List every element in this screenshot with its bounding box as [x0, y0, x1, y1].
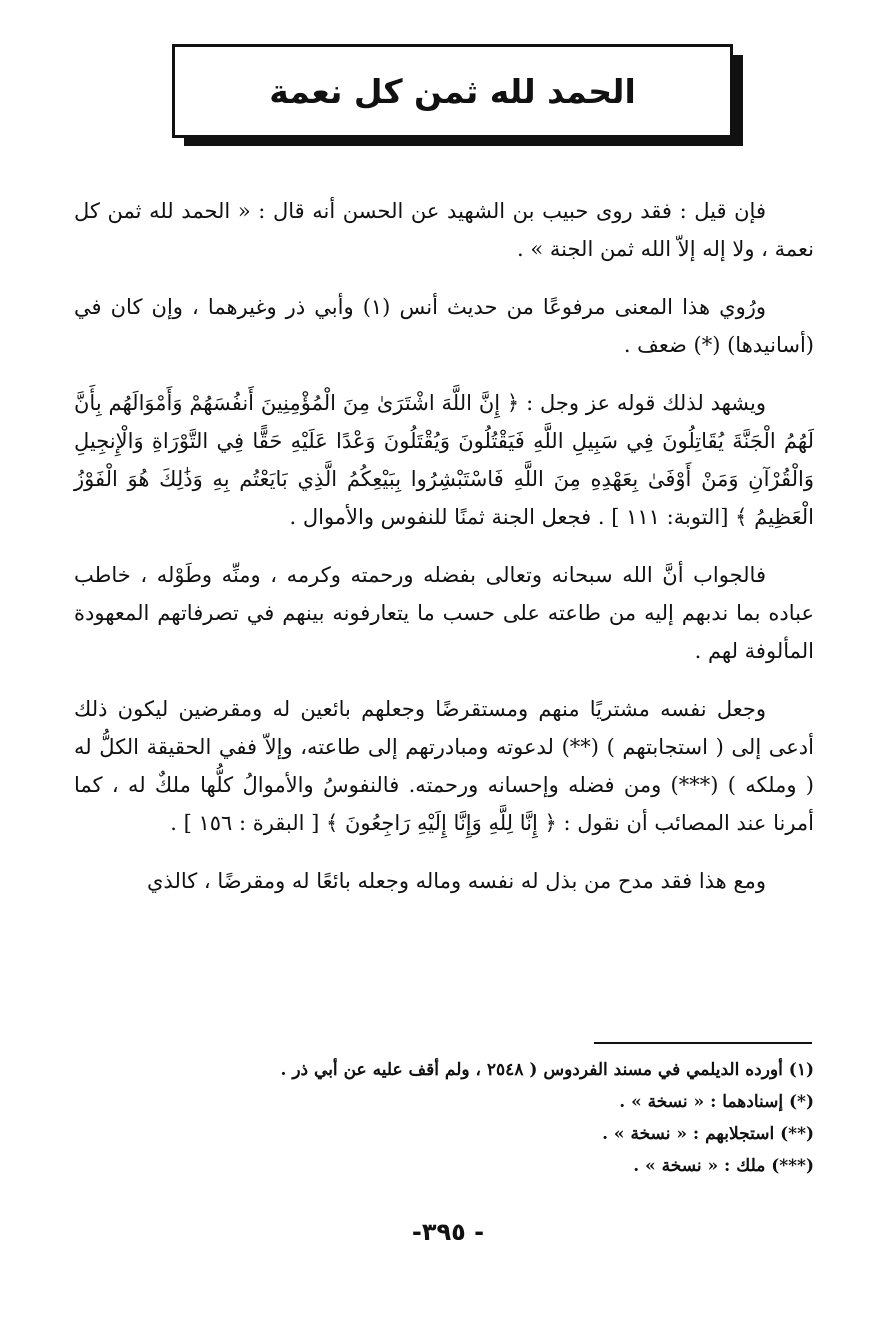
paragraph-5: وجعل نفسه مشتريًا منهم ومستقرضًا وجعلهم بائعين له ومقرضين ليكون ذلك أدعى إلى ( استجابتهم ) (**) لدعوته ومبادرتهم إلى طاعته، وإلاّ ففي الحقيقة الكلُّ له ( وملكه ) (***) ومن فضله وإحسانه ورحمته. فالنفوسُ والأموالُ كلُّها ملكٌ له ، كما أمرنا عند المصائب أن نقول : ﴿ إِنَّا لِلَّهِ وَإِنَّا إِلَيْهِ رَاجِعُونَ ﴾ [ البقرة : ١٥٦ ] . [74, 697, 814, 835]
paragraph-1: فإن قيل : فقد روى حبيب بن الشهيد عن الحسن أنه قال : « الحمد لله ثمن كل نعمة ، ولا إله إلاّ الله ثمن الجنة » . [74, 199, 814, 261]
chapter-title: الحمد لله ثمن كل نعمة [269, 71, 636, 111]
footnote-separator [594, 1042, 812, 1044]
paragraph-4: فالجواب أنَّ الله سبحانه وتعالى بفضله ورحمته وكرمه ، ومنِّه وطَوْله ، خاطب عباده بما ندبهم إليه من طاعته على حسب ما يتعارفونه بينهم في تصرفاتهم المعهودة المألوفة لهم . [74, 563, 814, 663]
paragraph-6: ومع هذا فقد مدح من بذل له نفسه وماله وجعله بائعًا له ومقرضًا ، كالذي [147, 869, 766, 893]
footnote-4: (***) ملك : « نسخة » . [633, 1156, 814, 1176]
paragraph-2: ورُوي هذا المعنى مرفوعًا من حديث أنس (١) وأبي ذر وغيرهما ، وإن كان في (أسانيدها) (*) ضعف . [74, 295, 814, 357]
page-number: - ٣٩٥- [411, 1218, 485, 1246]
footnote-1: (١) أورده الديلمي في مسند الفردوس ( ٢٥٤٨ ، ولم أقف عليه عن أبي ذر . [280, 1060, 814, 1080]
main-text [74, 192, 814, 920]
title-box [172, 44, 733, 138]
footnotes [74, 1054, 814, 1182]
footnote-3: (**) استجلابهم : « نسخة » . [602, 1124, 814, 1144]
footnote-2: (*) إسنادهما : « نسخة » . [619, 1092, 814, 1112]
paragraph-3: ويشهد لذلك قوله عز وجل : ﴿ إِنَّ اللَّهَ اشْتَرَىٰ مِنَ الْمُؤْمِنِينَ أَنفُسَهُمْ وَأَمْوَالَهُم بِأَنَّ لَهُمُ الْجَنَّةَ يُقَاتِلُونَ فِي سَبِيلِ اللَّهِ فَيَقْتُلُونَ وَيُقْتَلُونَ وَعْدًا عَلَيْهِ حَقًّا فِي التَّوْرَاةِ وَالْإِنجِيلِ وَالْقُرْآنِ وَمَنْ أَوْفَىٰ بِعَهْدِهِ مِنَ اللَّهِ فَاسْتَبْشِرُوا بِبَيْعِكُمُ الَّذِي بَايَعْتُم بِهِ وَذَٰلِكَ هُوَ الْفَوْزُ الْعَظِيمُ ﴾ [التوبة: ١١١ ] . فجعل الجنة ثمنًا للنفوس والأموال . [74, 391, 814, 529]
